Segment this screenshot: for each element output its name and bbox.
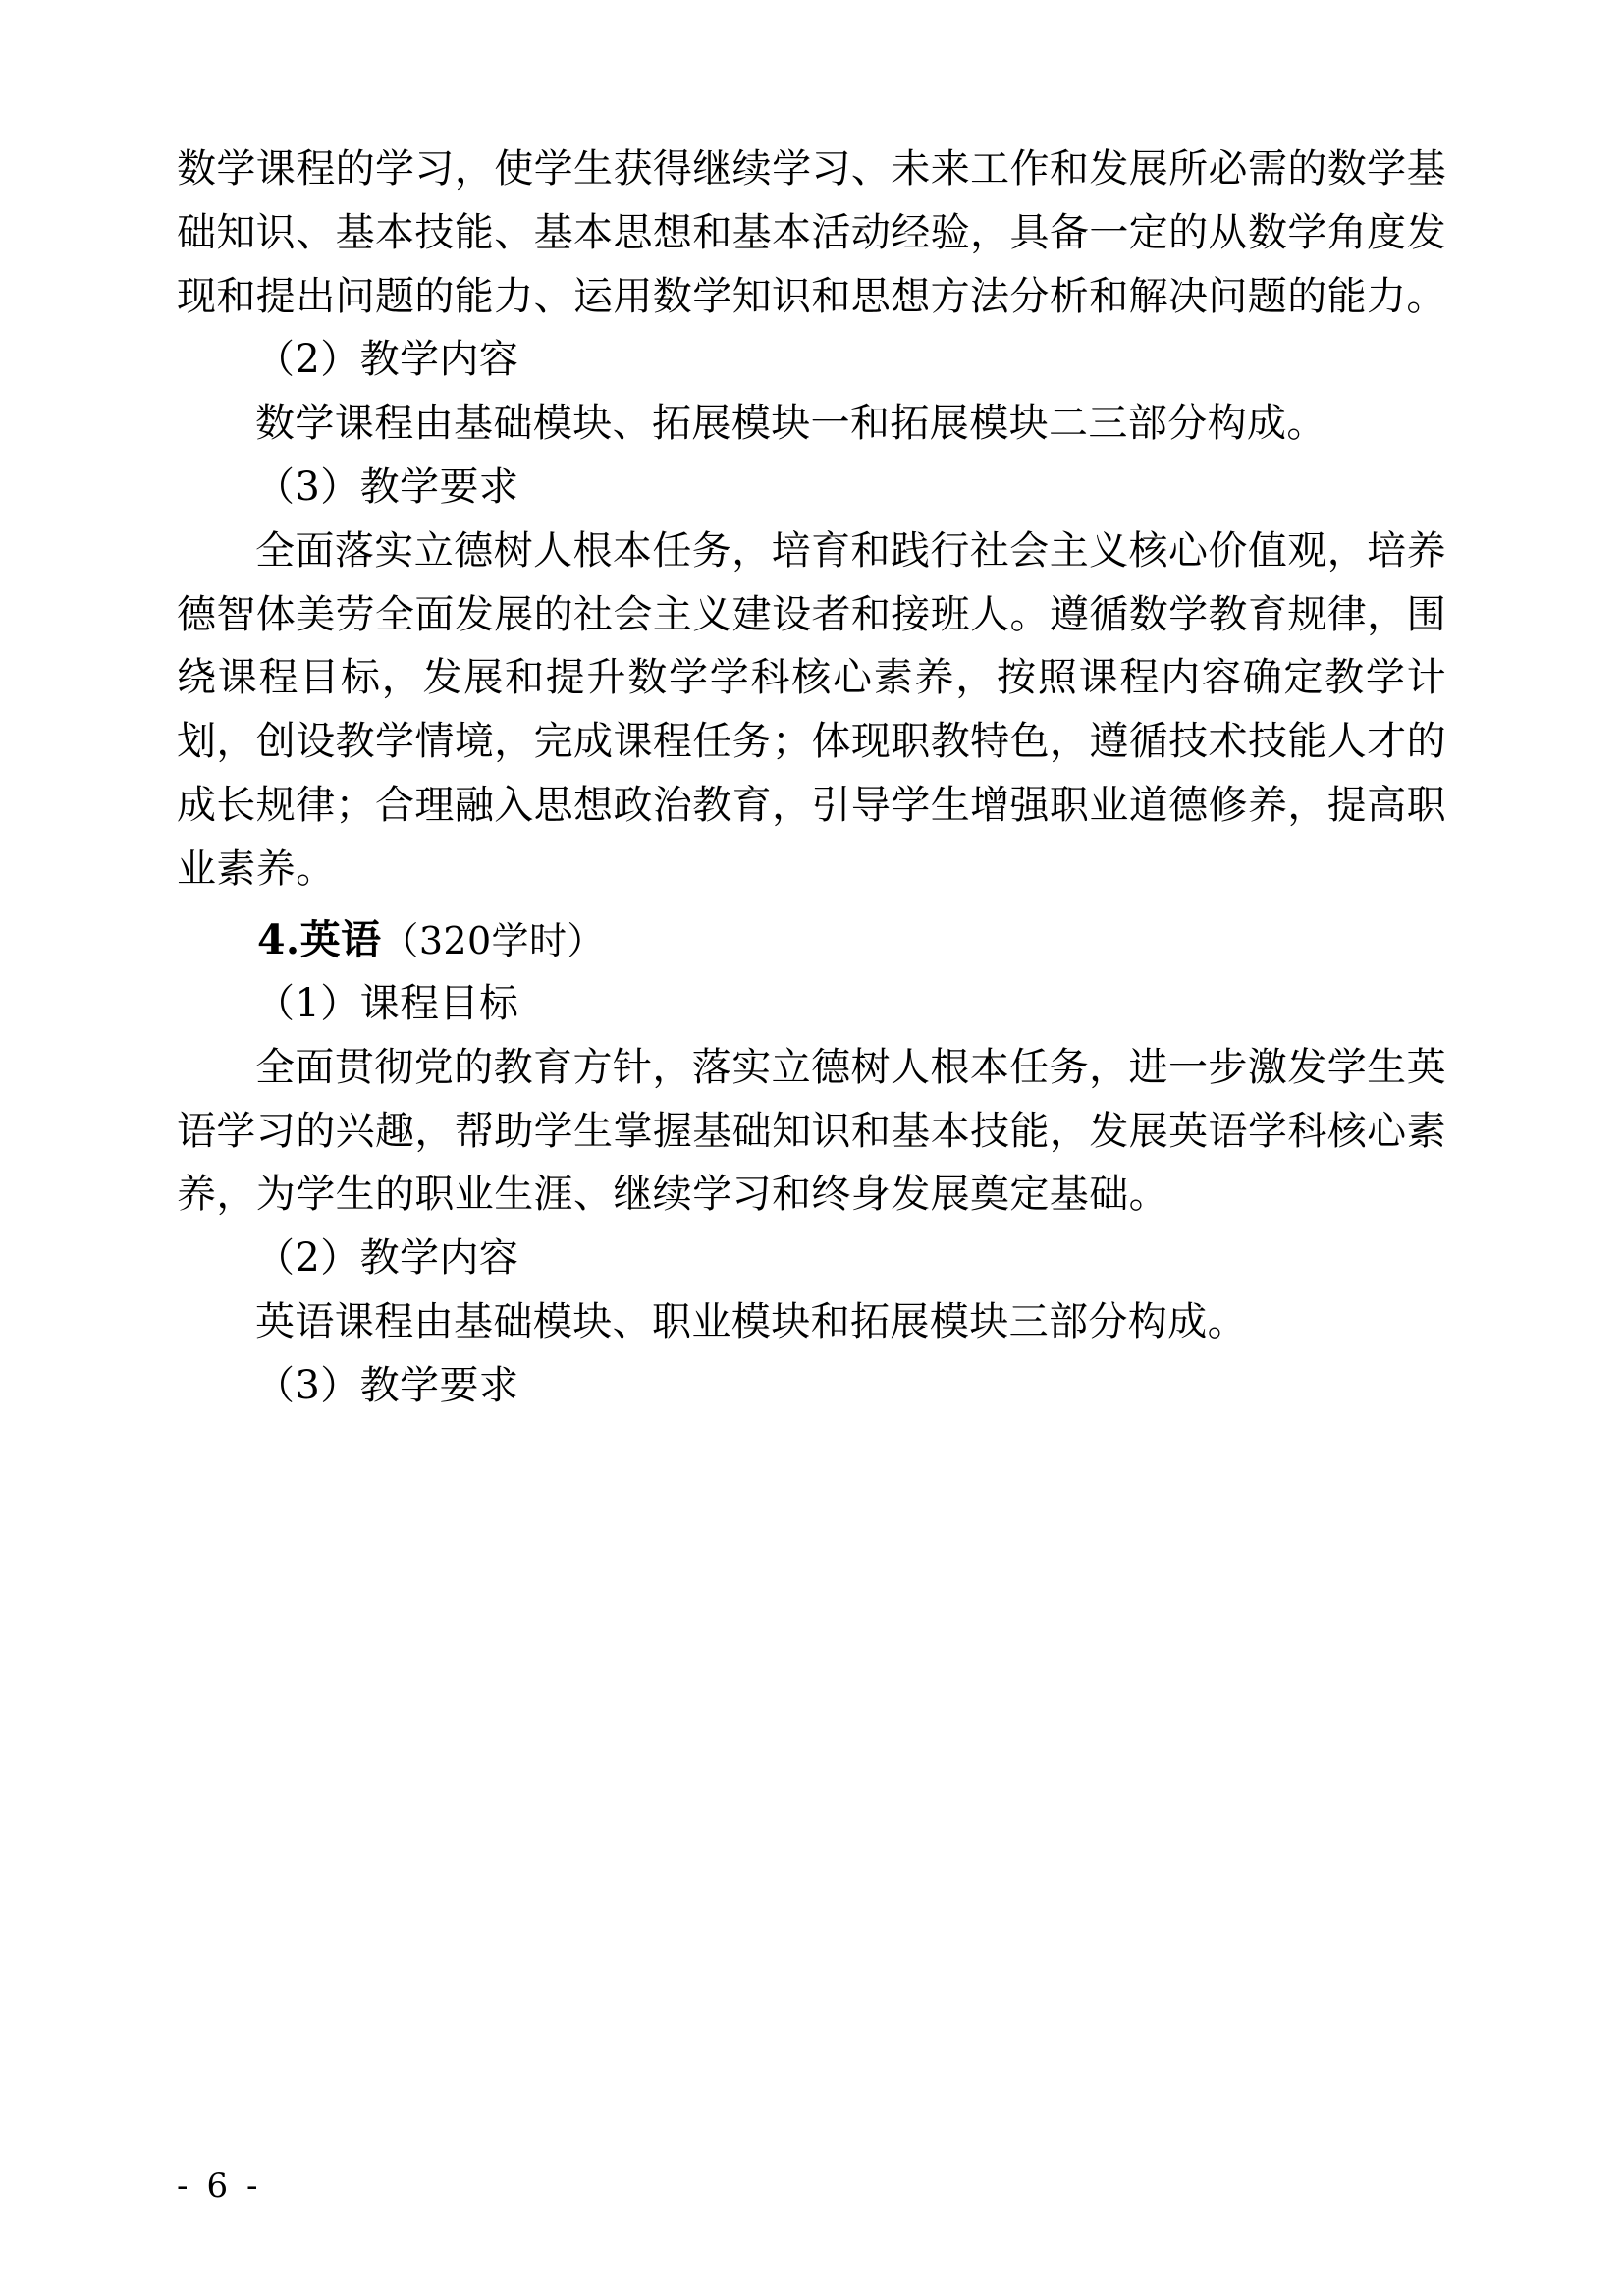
section-heading-english [177, 907, 1446, 972]
section-heading-subject: 英语 [299, 915, 382, 963]
paragraph-math-requirement-label: （3）教学要求 [255, 464, 519, 510]
paragraph-english-content-label: （2）教学内容 [255, 1235, 519, 1282]
paragraph-math-objective-continued: 数学课程的学习，使学生获得继续学习、未来工作和发展所必需的数学基础知识、基本技能、基本思想和基本活动经验，具备一定的从数学角度发现和提出问题的能力、运用数学知识和思想方法分析和解决问题的能力。 [177, 146, 1446, 319]
paragraph-english-objective-body: 全面贯彻党的教育方针，落实立德树人根本任务，进一步激发学生英语学习的兴趣，帮助学生掌握基础知识和基本技能，发展英语学科核心素养，为学生的职业生涯、继续学习和终身发展奠定基础。 [177, 1044, 1446, 1218]
paragraph-math-content-body: 数学课程由基础模块、拓展模块一和拓展模块二三部分构成。 [255, 401, 1326, 447]
paragraph-english-objective-label: （1）课程目标 [255, 980, 519, 1026]
paragraph-math-requirement-body: 全面落实立德树人根本任务，培育和践行社会主义核心价值观，培养德智体美劳全面发展的社会主义建设者和接班人。遵循数学教育规律，围绕课程目标，发展和提升数学学科核心素养，按照课程内容确定教学计划，创设教学情境，完成课程任务；体现职教特色，遵循技术技能人才的成长规律；合理融入思想政治教育，引导学生增强职业道德修养，提高职业素养。 [177, 527, 1446, 892]
page-number: - 6 - [177, 2166, 262, 2206]
section-heading-hours: （320学时） [381, 918, 605, 962]
paragraph-english-requirement-label: （3）教学要求 [255, 1362, 519, 1408]
page-body [177, 137, 1446, 1418]
paragraph-math-content-label: （2）教学内容 [255, 337, 519, 383]
paragraph-english-content-body: 英语课程由基础模块、职业模块和拓展模块三部分构成。 [255, 1298, 1247, 1344]
section-heading-number: 4. [257, 915, 300, 963]
